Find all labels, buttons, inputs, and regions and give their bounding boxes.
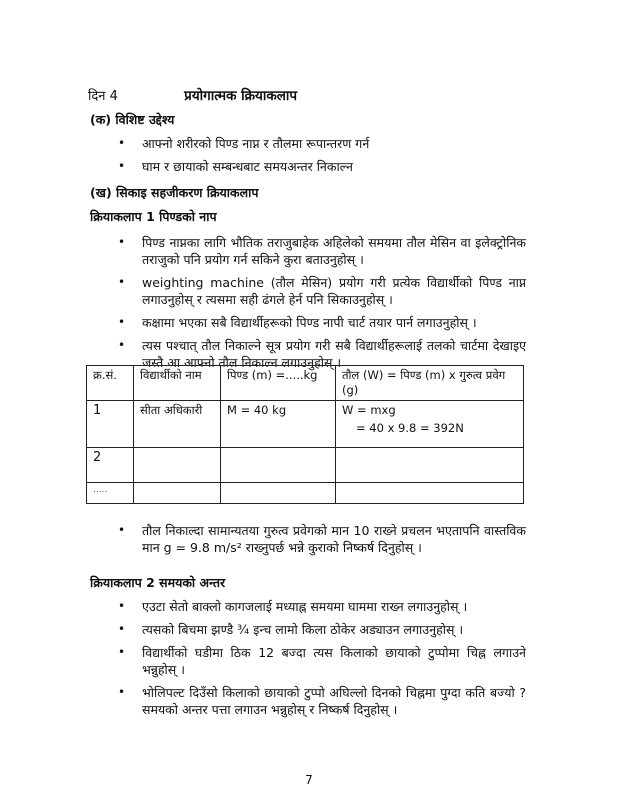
formula-line: W = mxg: [342, 403, 396, 417]
list-item: • विद्यार्थीको घडीमा ठिक 12 बज्दा त्यस किलाको छायाको टुप्पोमा चिह्न लगाउने भन्नुहोस् ।: [116, 644, 526, 678]
table-cell: [336, 483, 524, 504]
table-cell: [221, 483, 336, 504]
list-item: • पिण्ड नाप्नका लागि भौतिक तराजुबाहेक अहिलेको समयमा तौल मेसिन वा इलेक्ट्रोनिक तराजुको पनि प्रयोग गर्न सकिने कुरा बताउनुहोस् ।: [116, 234, 526, 268]
day-header: [88, 86, 297, 104]
table-cell: [336, 401, 524, 448]
list-item: • भोलिपल्ट दिउँसो किलाको छायाको टुप्पो अघिल्लो दिनको चिह्नमा पुग्दा कति बज्यो ? समयको अन्तर पत्ता लगाउन भन्नुहोस् र निष्कर्ष दिनुहोस् ।: [116, 684, 526, 718]
table-cell: सीता अधिकारी: [134, 401, 221, 448]
activity2-list: [116, 598, 526, 724]
table-row: [87, 483, 524, 504]
list-item: • एउटा सेतो बाक्लो कागजलाई मध्याह्न समयमा घाममा राख्न लगाउनुहोस् ।: [116, 598, 526, 615]
table-cell: [134, 448, 221, 483]
table-header: तौल (W) = पिण्ड (m) x गुरुत्व प्रवेग (g): [336, 366, 524, 401]
page-number: 7: [305, 773, 313, 787]
list-item: • त्यस पश्चात् तौल निकाल्ने सूत्र प्रयोग गरी सबै विद्यार्थीहरूलाई तलको चार्टमा देखाइए जस्तै आ आफ्नो तौल निकाल्न लगाउनुहोस् ।: [116, 337, 526, 371]
table-cell: 2: [87, 448, 134, 483]
calculation-line: = 40 x 9.8 = 392N: [356, 421, 464, 435]
list-item: • घाम र छायाको सम्बन्धबाट समयअन्तर निकाल्न: [116, 158, 516, 175]
table-header: विद्यार्थीको नाम: [134, 366, 221, 401]
day-label: दिन 4: [88, 89, 118, 104]
list-item: • कक्षामा भएका सबै विद्यार्थीहरूको पिण्ड नापी चार्ट तयार पार्न लगाउनुहोस् ।: [116, 314, 526, 331]
list-item: • त्यसको बिचमा झण्डै ¾ इन्च लामो किला ठोकेर अड्याउन लगाउनुहोस् ।: [116, 621, 526, 638]
table-header: पिण्ड (m) =.....kg: [221, 366, 336, 401]
activity1-heading: क्रियाकलाप 1 पिण्डको नाप: [90, 209, 217, 224]
table-row: [87, 448, 524, 483]
table-cell: [336, 448, 524, 483]
table-cell: M = 40 kg: [221, 401, 336, 448]
list-item: • आफ्नो शरीरको पिण्ड नाप्न र तौलमा रूपान्तरण गर्न: [116, 135, 516, 152]
table-cell: 1: [87, 401, 134, 448]
list-item: • तौल निकाल्दा सामान्यतया गुरुत्व प्रवेगको मान 10 राख्ने प्रचलन भएतापनि वास्तविक मान g = 9.8 m/s² राख्नुपर्छ भन्ने कुराको निष्कर्ष दिनुहोस् ।: [116, 522, 526, 556]
table-header: क्र.सं.: [87, 366, 134, 401]
table-cell: .....: [87, 483, 134, 504]
objectives-list: [116, 135, 516, 181]
activity2-heading: क्रियाकलाप 2 समयको अन्तर: [90, 575, 226, 590]
conclusion-list: [116, 522, 526, 562]
table-row: [87, 401, 524, 448]
table-cell: [221, 448, 336, 483]
weight-table: [86, 365, 524, 504]
activity1-list: [116, 234, 526, 377]
table-cell: [134, 483, 221, 504]
facilitation-heading: (ख) सिकाइ सहजीकरण क्रियाकलाप: [90, 185, 259, 200]
day-title: प्रयोगात्मक क्रियाकलाप: [184, 88, 298, 104]
list-item: • weighting machine (तौल मेसिन) प्रयोग गरी प्रत्येक विद्यार्थीको पिण्ड नाप्न लगाउनुहोस् र त्यसमा सही ढंगले हेर्न पनि सिकाउनुहोस् ।: [116, 274, 526, 308]
objectives-heading: (क) विशिष्ट उद्देश्य: [90, 112, 175, 127]
table-header-row: [87, 366, 524, 401]
